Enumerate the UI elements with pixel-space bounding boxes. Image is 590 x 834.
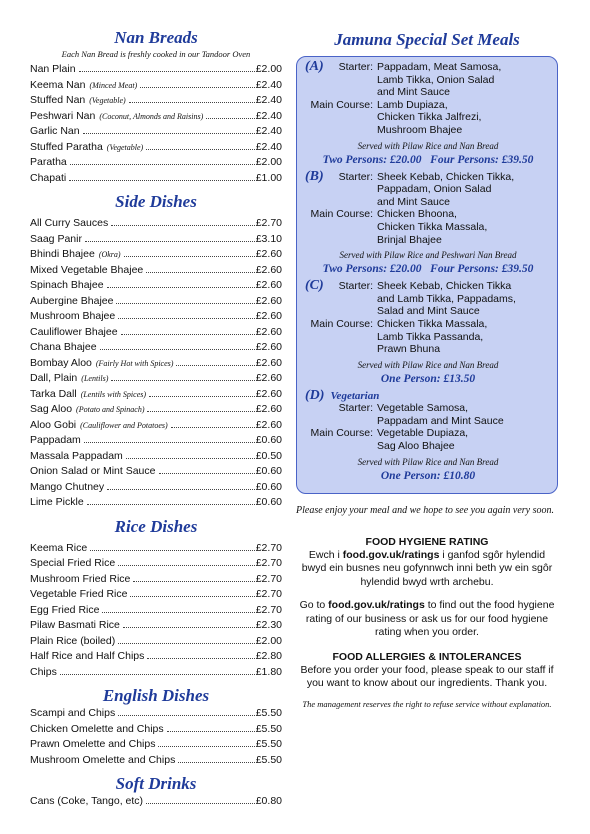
item-note: (Potato and Spinach) <box>76 405 145 414</box>
item-price: £2.60 <box>255 263 282 276</box>
item-note: (Minced Meat) <box>89 80 138 90</box>
item-name: Mango Chutney <box>30 480 105 493</box>
menu-item <box>30 737 282 753</box>
row-label <box>305 124 377 137</box>
starter-text: Salad and Mint Sauce <box>377 305 480 318</box>
menu-item <box>30 634 282 650</box>
meal-header <box>305 387 551 403</box>
main-label: Main Course: <box>310 427 373 440</box>
item-price: £2.70 <box>255 541 282 554</box>
row-label <box>305 74 377 87</box>
side-dishes-list <box>30 216 282 511</box>
soft-drinks-title: Soft Drinks <box>115 774 197 793</box>
main-text: Mushroom Bhajee <box>377 123 463 136</box>
dot-leader <box>206 118 254 119</box>
row-label <box>305 402 377 415</box>
row-label <box>305 415 377 428</box>
item-note: (Fairly Hot with Spices) <box>95 358 174 368</box>
item-price: £5.50 <box>255 753 282 766</box>
item-name: Aloo Gobi <box>30 418 77 431</box>
item-price: £2.40 <box>255 78 282 91</box>
menu-item <box>30 340 282 356</box>
dot-leader <box>70 164 255 165</box>
row-label <box>305 168 377 184</box>
dot-leader <box>171 427 255 428</box>
nan-breads-list <box>30 62 282 186</box>
item-name: Mushroom Fried Rice <box>30 572 131 585</box>
dot-leader <box>124 256 255 257</box>
starter-text: Vegetable Samosa, <box>377 402 469 415</box>
dot-leader <box>107 287 255 288</box>
menu-item <box>30 794 282 810</box>
menu-item <box>30 263 282 279</box>
item-name: Plain Rice (boiled) <box>30 634 116 647</box>
meal-letter: (C) <box>305 278 324 294</box>
row-label <box>305 208 377 221</box>
set-meal <box>305 387 551 483</box>
main-text: Chicken Bhoona, <box>377 208 457 221</box>
item-name: All Curry Sauces <box>30 217 109 229</box>
dot-leader <box>176 365 254 366</box>
nan-breads-title: Nan Breads <box>114 28 198 47</box>
menu-item <box>30 433 282 449</box>
menu-item <box>30 124 282 140</box>
item-price: £2.70 <box>255 557 282 569</box>
dot-leader <box>84 442 255 443</box>
dot-leader <box>133 581 254 582</box>
menu-item <box>30 155 282 171</box>
menu-item <box>30 93 282 109</box>
dot-leader <box>118 715 255 716</box>
side-dishes-title: Side Dishes <box>115 192 197 211</box>
item-name: Chana Bhajee <box>30 341 97 353</box>
served-with: Served with Pilaw Rice and Nan Bread <box>357 359 499 370</box>
item-name: Massala Pappadam <box>30 449 123 462</box>
starter-line <box>305 61 551 74</box>
starter-label: Starter: <box>338 402 373 415</box>
dot-leader <box>146 803 255 804</box>
rice-dishes-list <box>30 541 282 681</box>
main-line <box>305 331 551 344</box>
item-note: (Okra) <box>98 250 121 259</box>
item-price: £2.60 <box>255 372 282 384</box>
set-meals-title: Jamuna Special Set Meals <box>334 30 520 49</box>
item-name: Pilaw Basmati Rice <box>30 619 120 631</box>
english-dishes-title: English Dishes <box>102 686 210 705</box>
reserve-note: The management reserves the right to refuse service without explanation. <box>302 698 552 709</box>
item-name: Mixed Vegetable Bhajee <box>30 263 144 276</box>
main-text: Chicken Tikka Massala, <box>377 220 488 233</box>
set-meal <box>305 280 551 386</box>
item-name: Peshwari Nan <box>30 109 96 122</box>
menu-item <box>30 356 282 372</box>
main-line <box>305 124 551 137</box>
item-name: Stuffed Paratha <box>30 140 103 153</box>
menu-item <box>30 587 282 603</box>
menu-item <box>30 78 282 94</box>
dot-leader <box>130 596 254 597</box>
item-name: Keema Rice <box>30 541 88 554</box>
dot-leader <box>129 102 255 103</box>
main-text: Chicken Tikka Massala, <box>377 317 488 330</box>
menu-item <box>30 449 282 465</box>
starter-text: Pappadam and Mint Sauce <box>377 414 504 427</box>
starter-line <box>305 196 551 209</box>
item-name: Half Rice and Half Chips <box>30 650 145 662</box>
item-name: Chicken Omelette and Chips <box>30 722 164 735</box>
item-price: £2.60 <box>255 341 282 353</box>
item-price: £2.80 <box>255 650 282 662</box>
meal-letter: (A) <box>305 59 324 74</box>
item-name: Dall, Plain <box>30 372 78 384</box>
item-price: £2.00 <box>255 63 282 75</box>
served-with: Served with Pilaw Rice and Nan Bread <box>357 140 499 151</box>
left-column <box>30 28 282 810</box>
main-line <box>305 221 551 234</box>
main-text: Lamb Tikka Passanda, <box>377 330 484 343</box>
set-meal <box>305 168 551 277</box>
dot-leader <box>118 318 255 319</box>
main-label: Main Course: <box>310 98 373 111</box>
item-name: Bhindi Bhajee <box>30 248 95 260</box>
hygiene-welsh-post: i ganfod sgôr hylendid bwyd ein busnes neu gofynnwch inni beth yw ein sgôr hylendid bwyd wrth archebu. <box>301 548 553 588</box>
item-name: Keema Nan <box>30 78 86 91</box>
starter-line <box>305 168 551 184</box>
hygiene-welsh <box>296 549 558 590</box>
row-label <box>305 99 377 112</box>
item-price: £2.00 <box>255 156 282 168</box>
main-line <box>305 440 551 453</box>
item-price: £5.50 <box>255 707 282 719</box>
main-text: Lamb Dupiaza, <box>377 98 448 111</box>
hygiene-english <box>296 599 558 640</box>
menu-item <box>30 649 282 665</box>
starter-label: Starter: <box>338 170 373 183</box>
dot-leader <box>87 504 255 505</box>
item-name: Saag Panir <box>30 232 82 245</box>
item-price: £2.60 <box>255 356 282 369</box>
dot-leader <box>147 658 254 659</box>
menu-item <box>30 556 282 572</box>
menu-item <box>30 480 282 496</box>
dot-leader <box>140 87 255 88</box>
menu-item <box>30 62 282 78</box>
starter-label: Starter: <box>338 61 373 73</box>
item-price: £2.70 <box>255 603 282 616</box>
served-with: Served with Pilaw Rice and Peshwari Nan Bread <box>339 250 517 261</box>
hygiene-welsh-pre: Ewch i <box>308 548 343 561</box>
menu-item <box>30 278 282 294</box>
dot-leader <box>178 762 254 763</box>
row-label <box>305 343 377 356</box>
item-note: (Lentils) <box>81 374 109 383</box>
menu-item <box>30 402 282 418</box>
menu-item <box>30 464 282 480</box>
item-price: £0.50 <box>255 449 282 462</box>
menu-item <box>30 325 282 341</box>
item-price: £0.80 <box>255 795 282 807</box>
starter-text: Pappadam, Onion Salad <box>377 183 492 196</box>
main-text: Chicken Tikka Jalfrezi, <box>377 111 482 124</box>
main-line <box>305 318 551 331</box>
item-name: Cans (Coke, Tango, etc) <box>30 795 144 807</box>
item-name: Egg Fried Rice <box>30 603 100 616</box>
row-label <box>305 234 377 247</box>
meal-price: Two Persons: £20.00 Four Persons: £39.50 <box>322 263 534 276</box>
item-note: (Vegetable) <box>89 96 126 105</box>
item-name: Pappadam <box>30 434 81 446</box>
dot-leader <box>111 380 254 381</box>
item-price: £0.60 <box>255 434 282 446</box>
main-line <box>305 208 551 221</box>
main-line <box>305 111 551 124</box>
item-price: £2.40 <box>255 140 282 153</box>
dot-leader <box>118 643 255 644</box>
set-meal <box>305 61 551 167</box>
item-price: £1.80 <box>255 665 282 678</box>
dot-leader <box>146 272 254 273</box>
hygiene-welsh-link: food.gov.uk/ratings <box>342 548 440 561</box>
menu-item <box>30 495 282 511</box>
dot-leader <box>158 746 254 747</box>
item-name: Aubergine Bhajee <box>30 294 114 307</box>
right-column <box>296 30 558 710</box>
starter-line <box>305 86 551 99</box>
row-label <box>305 280 377 293</box>
item-price: £2.40 <box>255 125 282 137</box>
item-price: £2.70 <box>255 217 282 229</box>
meal-letter: (B) <box>305 168 324 184</box>
item-price: £5.50 <box>255 738 282 750</box>
set-meals-box <box>296 56 558 494</box>
row-label <box>305 111 377 124</box>
starter-text: Lamb Tikka, Onion Salad <box>377 73 495 86</box>
dot-leader <box>85 241 255 242</box>
dot-leader <box>159 473 255 474</box>
item-price: £2.60 <box>255 387 282 400</box>
item-price: £0.60 <box>255 465 282 477</box>
dot-leader <box>102 612 254 613</box>
dot-leader <box>118 565 255 566</box>
item-name: Lime Pickle <box>30 496 84 508</box>
item-price: £2.60 <box>255 279 282 291</box>
item-name: Garlic Nan <box>30 125 80 137</box>
hygiene-en-pre: Go to <box>299 599 329 612</box>
row-label <box>305 183 377 196</box>
item-name: Sag Aloo <box>30 403 73 415</box>
menu-item <box>30 541 282 557</box>
item-name: Tarka Dall <box>30 387 77 400</box>
item-price: £1.00 <box>255 171 282 184</box>
main-text: Vegetable Dupiaza, <box>377 427 469 440</box>
row-label <box>305 305 377 318</box>
closing-note: Please enjoy your meal and we hope to see you again very soon. <box>296 504 554 516</box>
dot-leader <box>116 303 254 304</box>
item-name: Spinach Bhajee <box>30 279 104 291</box>
menu-item <box>30 140 282 156</box>
item-price: £2.60 <box>255 310 282 322</box>
menu-item <box>30 171 282 187</box>
allergies-text: Before you order your food, please speak to our staff if you want to know about our ingredients. Thank you. <box>300 663 554 690</box>
dot-leader <box>107 489 255 490</box>
menu-item <box>30 371 282 387</box>
main-line <box>305 427 551 440</box>
starter-text: Sheek Kebab, Chicken Tikka <box>377 280 512 293</box>
menu-item <box>30 309 282 325</box>
row-label <box>305 331 377 344</box>
item-price: £2.60 <box>255 248 282 260</box>
starter-label: Starter: <box>338 280 373 293</box>
menu-item <box>30 387 282 403</box>
dot-leader <box>146 149 255 150</box>
meal-price: One Person: £13.50 <box>380 372 476 385</box>
item-price: £2.40 <box>255 109 282 122</box>
item-name: Mushroom Omelette and Chips <box>30 753 176 766</box>
item-name: Paratha <box>30 156 67 168</box>
item-name: Stuffed Nan <box>30 94 86 106</box>
row-label <box>305 86 377 99</box>
item-name: Mushroom Bhajee <box>30 310 116 322</box>
menu-item <box>30 232 282 248</box>
soft-drinks-list <box>30 794 282 810</box>
item-price: £2.60 <box>255 403 282 415</box>
dot-leader <box>123 627 255 628</box>
menu-item <box>30 418 282 434</box>
starter-line <box>305 305 551 318</box>
starter-line <box>305 415 551 428</box>
item-price: £0.60 <box>255 496 282 508</box>
item-note: (Cauliflower and Potatoes) <box>80 420 168 430</box>
dot-leader <box>121 334 255 335</box>
starter-line <box>305 402 551 415</box>
main-label: Main Course: <box>310 208 373 221</box>
row-label <box>305 318 377 331</box>
main-text: Sag Aloo Bhajee <box>377 440 455 453</box>
dot-leader <box>60 674 255 675</box>
dot-leader <box>167 731 255 732</box>
menu-item <box>30 706 282 722</box>
item-price: £2.30 <box>255 619 282 631</box>
item-name: Chapati <box>30 171 67 184</box>
item-price: £2.70 <box>255 588 282 600</box>
main-label: Main Course: <box>310 317 373 330</box>
main-text: Brinjal Bhajee <box>377 233 442 246</box>
meal-tag: Vegetarian <box>330 389 380 402</box>
dot-leader <box>79 71 255 72</box>
menu-item <box>30 294 282 310</box>
menu-item <box>30 618 282 634</box>
dot-leader <box>149 396 255 397</box>
nan-breads-note: Each Nan Bread is freshly cooked in our Tandoor Oven <box>61 49 251 59</box>
item-price: £3.10 <box>255 232 282 245</box>
menu-item <box>30 603 282 619</box>
main-line <box>305 343 551 356</box>
dot-leader <box>83 133 255 134</box>
item-name: Scampi and Chips <box>30 707 116 719</box>
item-price: £0.60 <box>255 480 282 493</box>
item-price: £2.60 <box>255 325 282 338</box>
menu-item <box>30 109 282 125</box>
item-name: Bombay Aloo <box>30 356 92 369</box>
dot-leader <box>111 225 255 226</box>
menu-item <box>30 247 282 263</box>
dot-leader <box>100 349 255 350</box>
starter-line <box>305 280 551 293</box>
item-name: Nan Plain <box>30 63 76 75</box>
hygiene-title: FOOD HYGIENE RATING <box>365 535 489 548</box>
starter-line <box>305 293 551 306</box>
item-price: £5.50 <box>255 722 282 735</box>
item-note: (Vegetable) <box>106 142 144 152</box>
item-name: Prawn Omelette and Chips <box>30 738 156 750</box>
menu-item <box>30 665 282 681</box>
dot-leader <box>126 458 255 459</box>
item-price: £2.00 <box>255 634 282 647</box>
item-name: Chips <box>30 665 57 678</box>
main-text: Prawn Bhuna <box>377 343 441 356</box>
item-note: (Coconut, Almonds and Raisins) <box>99 111 204 121</box>
starter-text: Pappadam, Meat Samosa, <box>377 61 502 73</box>
meal-letter: (D) <box>305 387 325 403</box>
starter-text: and Mint Sauce <box>377 195 450 208</box>
row-label <box>305 440 377 453</box>
row-label <box>305 221 377 234</box>
starter-line <box>305 183 551 196</box>
dot-leader <box>90 550 255 551</box>
allergies-title: FOOD ALLERGIES & INTOLERANCES <box>332 650 522 663</box>
starter-text: and Mint Sauce <box>377 86 450 99</box>
item-price: £2.70 <box>255 572 282 585</box>
item-price: £2.40 <box>255 94 282 106</box>
dot-leader <box>147 411 254 412</box>
item-note: (Lentils with Spices) <box>80 389 147 399</box>
item-price: £2.60 <box>255 294 282 307</box>
row-label <box>305 293 377 306</box>
main-line <box>305 99 551 112</box>
hygiene-en-link: food.gov.uk/ratings <box>328 599 425 612</box>
row-label <box>305 196 377 209</box>
starter-line <box>305 74 551 87</box>
item-name: Onion Salad or Mint Sauce <box>30 465 156 477</box>
item-name: Special Fried Rice <box>30 557 116 569</box>
meal-price: One Person: £10.80 <box>380 469 476 482</box>
row-label <box>305 427 377 440</box>
menu-item <box>30 722 282 738</box>
dot-leader <box>69 180 255 181</box>
hygiene-en-post: to find out the food hygiene rating of our business or ask us for our food hygiene rating when you order. <box>305 599 555 639</box>
starter-text: and Lamb Tikka, Pappadams, <box>377 292 516 305</box>
menu-item <box>30 753 282 769</box>
served-with: Served with Pilaw Rice and Nan Bread <box>357 456 499 467</box>
menu-item <box>30 572 282 588</box>
starter-text: Sheek Kebab, Chicken Tikka, <box>377 170 515 183</box>
item-price: £2.60 <box>255 418 282 431</box>
item-name: Vegetable Fried Rice <box>30 588 128 600</box>
rice-dishes-title: Rice Dishes <box>114 516 198 536</box>
meal-price: Two Persons: £20.00 Four Persons: £39.50 <box>322 153 534 166</box>
english-dishes-list <box>30 706 282 768</box>
row-label <box>305 61 377 74</box>
menu-item <box>30 216 282 232</box>
main-line <box>305 234 551 247</box>
item-name: Cauliflower Bhajee <box>30 325 118 338</box>
